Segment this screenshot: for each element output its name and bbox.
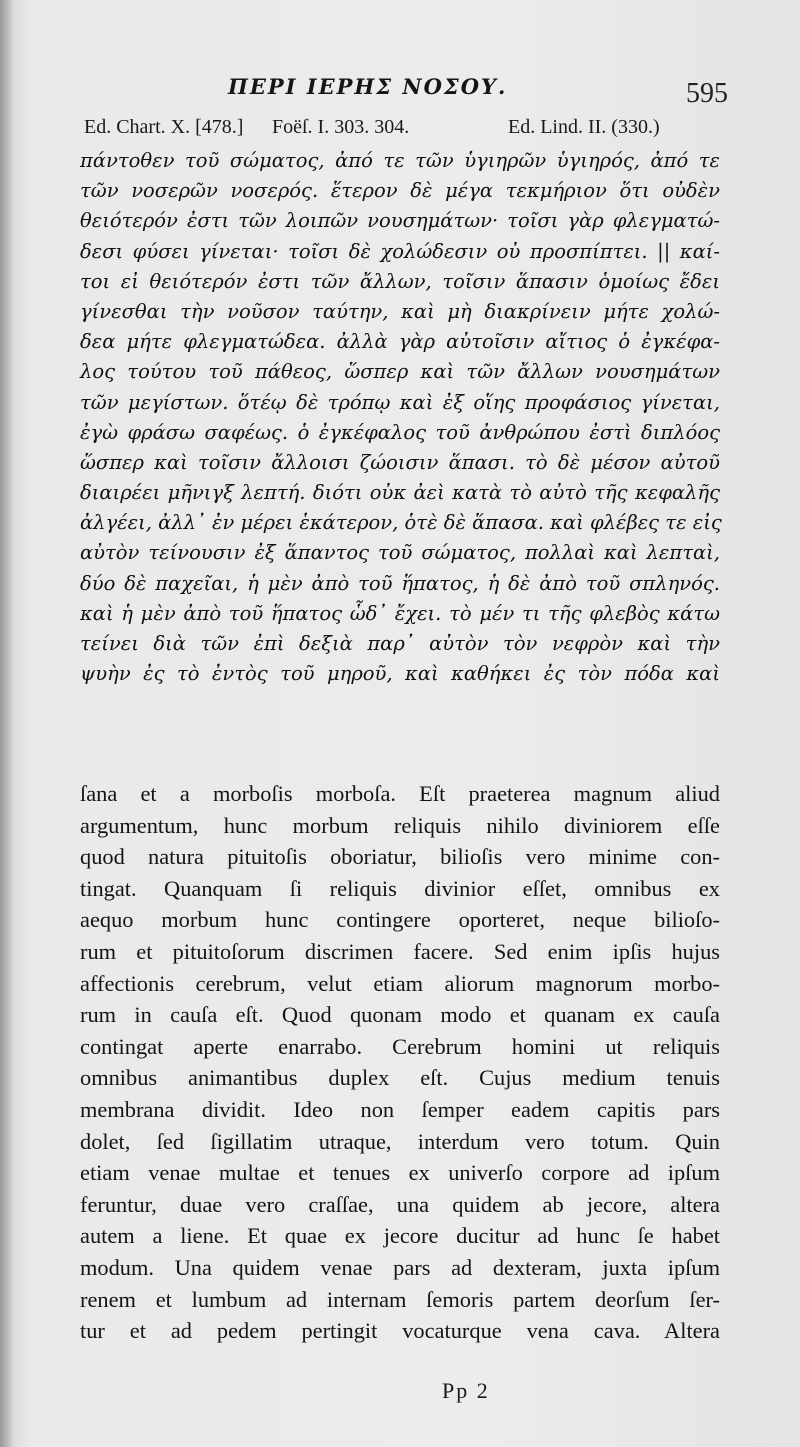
greek-line: διαιρέει μῆνιγξ λεπτή. διότι οὐκ ἀεὶ κατὰ τὸ αὐτὸ τῆς κεφαλῆς bbox=[80, 481, 720, 505]
greek-line: γίνεσθαι τὴν νοῦσον ταύτην, καὶ μὴ διακρίνειν μήτε χολώ- bbox=[80, 299, 720, 323]
page-number: 595 bbox=[686, 78, 728, 109]
greek-line: ἀλγέει, ἀλλ᾽ ἐν μέρει ἑκάτερον, ὁτὲ δὲ ἅπασα. καὶ φλέβες τε εἰς bbox=[80, 511, 722, 535]
latin-line: modum. Una quidem venae pars ad dexteram, juxta ipſum bbox=[80, 1254, 720, 1280]
latin-line: rum et pituitoſorum discrimen facere. Sed enim ipſis hujus bbox=[80, 938, 720, 964]
greek-line: καὶ ἡ μὲν ἀπὸ τοῦ ἥπατος ὧδ᾽ ἔχει. τὸ μέν τι τῆς φλεβὸς κάτω bbox=[80, 601, 720, 625]
greek-line: ὥσπερ καὶ τοῖσιν ἄλλοισι ζώοισιν ἅπασι. τὸ δὲ μέσον αὐτοῦ bbox=[80, 450, 720, 474]
greek-line: τείνει διὰ τῶν ἐπὶ δεξιὰ παρ᾽ αὐτὸν τὸν νεφρὸν καὶ τὴν bbox=[80, 632, 720, 655]
latin-line: feruntur, duae vero craſſae, una quidem ab jecore, altera bbox=[80, 1191, 720, 1217]
reference-foes: Foëſ. I. 303. 304. bbox=[272, 116, 410, 138]
greek-line: τοι εἰ θειότερόν ἐστι τῶν ἄλλων, τοῖσιν ἅπασιν ὁμοίως ἔδει bbox=[80, 269, 720, 293]
greek-line: τῶν νοσερῶν νοσερός. ἕτερον δὲ μέγα τεκμήριον ὅτι οὐδὲν bbox=[80, 179, 720, 203]
latin-line: aequo morbum hunc contingere oporteret, neque bilioſo- bbox=[80, 907, 720, 933]
running-title: ΠΕΡΙ ΙΕΡΗΣ ΝΟΣΟΥ. bbox=[228, 74, 508, 99]
greek-line: δεσι φύσει γίνεται· τοῖσι δὲ χολώδεσιν οὐ προσπίπτει. || καί- bbox=[80, 239, 720, 263]
greek-line: ἐγὼ φράσω σαφέως. ὁ ἐγκέφαλος τοῦ ἀνθρώπου ἐστὶ διπλόος bbox=[80, 420, 720, 444]
latin-line: omnibus animantibus duplex eſt. Cujus medium tenuis bbox=[80, 1065, 720, 1091]
signature-mark: Pp 2 bbox=[442, 1378, 490, 1403]
greek-line: δύο δὲ παχεῖαι, ἡ μὲν ἀπὸ τοῦ ἥπατος, ἡ δὲ ἀπὸ τοῦ σπληνός. bbox=[80, 571, 720, 595]
greek-line: δεα μήτε φλεγματώδεα. ἀλλὰ γὰρ αὐτοῖσιν αἴτιος ὁ ἐγκέφα- bbox=[80, 330, 720, 354]
reference-linden: Ed. Lind. II. (330.) bbox=[508, 116, 660, 138]
latin-line: renem et lumbum ad internam ſemoris partem deorſum ſer- bbox=[80, 1286, 720, 1312]
greek-line: τῶν μεγίστων. ὅτέῳ δὲ τρόπῳ καὶ ἐξ οἵης προφάσιος γίνεται, bbox=[80, 390, 720, 414]
reference-chartier: Ed. Chart. X. [478.] bbox=[84, 116, 244, 138]
edition-references bbox=[84, 116, 714, 146]
greek-line: αὐτὸν τείνουσιν ἐξ ἅπαντος τοῦ σώματος, πολλαὶ καὶ λεπταὶ, bbox=[80, 541, 720, 565]
latin-line: tur et ad pedem pertingit vocaturque vena cava. Altera bbox=[80, 1318, 720, 1344]
greek-line: λος τούτου τοῦ πάθεος, ὥσπερ καὶ τῶν ἄλλων νουσημάτων bbox=[80, 360, 720, 384]
latin-line: affectionis cerebrum, velut etiam aliorum magnorum morbo- bbox=[80, 970, 720, 996]
latin-line: membrana dividit. Ideo non ſemper eadem capitis pars bbox=[80, 1096, 720, 1122]
greek-line: ψυὴν ἐς τὸ ἐντὸς τοῦ μηροῦ, καὶ καθήκει ἐς τὸν πόδα καὶ bbox=[80, 662, 720, 686]
greek-text-block bbox=[80, 146, 720, 689]
greek-line: θειότερόν ἐστι τῶν λοιπῶν νουσημάτων· τοῖσι γὰρ φλεγματώ- bbox=[80, 209, 720, 233]
latin-line: rum in cauſa eſt. Quod quonam modo et quanam ex cauſa bbox=[80, 1002, 720, 1028]
latin-line: argumentum, hunc morbum reliquis nihilo diviniorem eſſe bbox=[80, 812, 720, 838]
latin-translation-block bbox=[80, 778, 720, 1347]
greek-line: πάντοθεν τοῦ σώματος, ἀπό τε τῶν ὑγιηρῶν ὑγιηρός, ἀπό τε bbox=[80, 149, 720, 172]
latin-line: autem a liene. Et quae ex jecore ducitur ad hunc ſe habet bbox=[80, 1223, 720, 1249]
latin-line: tingat. Quanquam ſi reliquis divinior eſſet, omnibus ex bbox=[80, 875, 720, 901]
latin-line: dolet, ſed ſigillatim utraque, interdum vero totum. Quin bbox=[80, 1128, 720, 1154]
latin-line: etiam venae multae et tenues ex univerſo corpore ad ipſum bbox=[80, 1160, 720, 1186]
latin-line: ſana et a morboſis morboſa. Eſt praeterea magnum aliud bbox=[80, 781, 720, 806]
latin-line: contingat aperte enarrabo. Cerebrum homini ut reliquis bbox=[80, 1033, 720, 1059]
page-edge-shadow bbox=[0, 0, 14, 1447]
latin-line: quod natura pituitoſis oboriatur, bilioſis vero minime con- bbox=[80, 844, 720, 870]
running-head bbox=[0, 70, 800, 109]
